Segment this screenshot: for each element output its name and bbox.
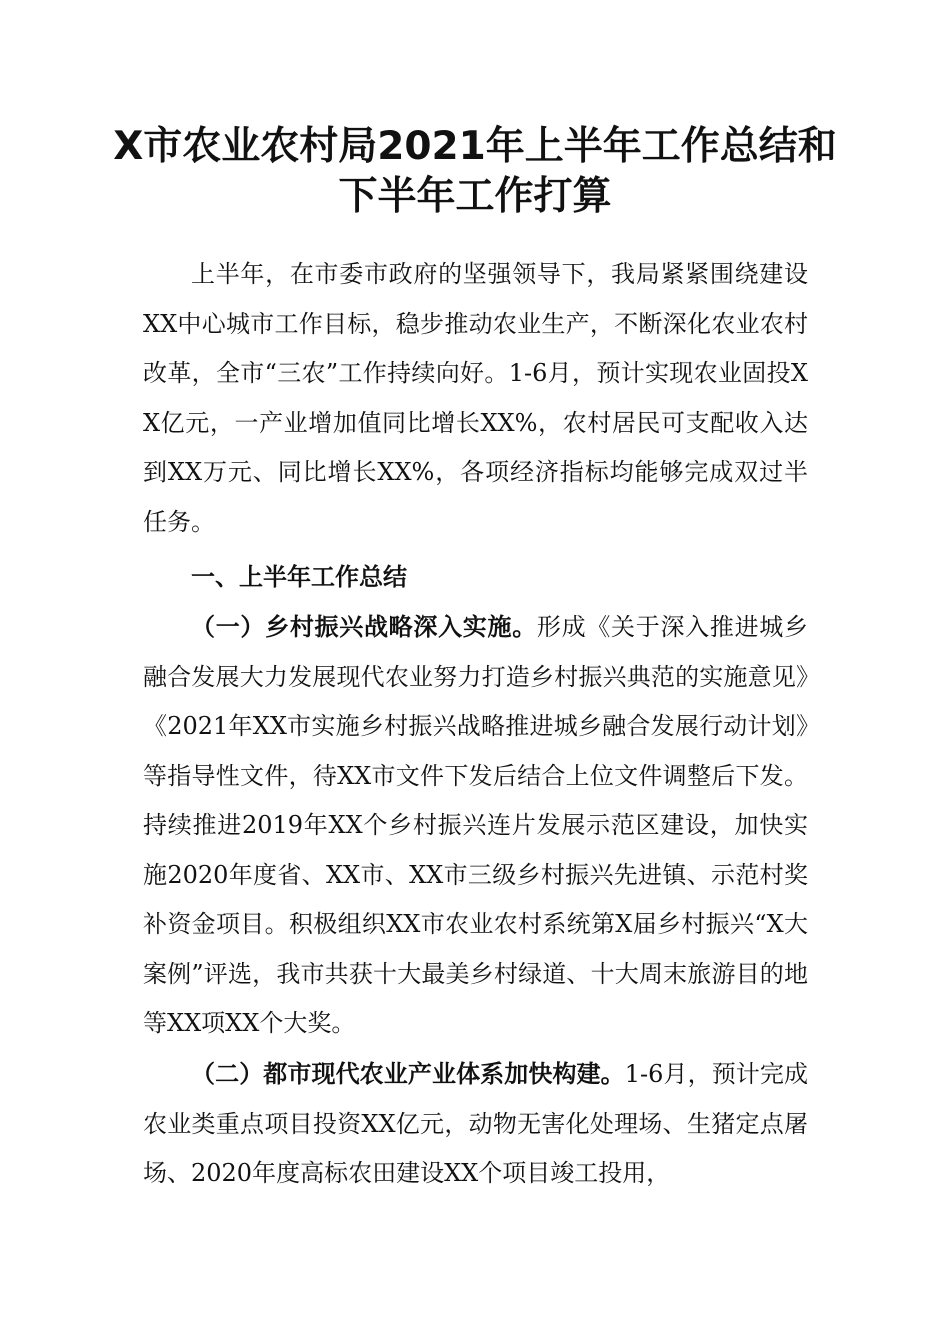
item-1-body: 形成《关于深入推进城乡融合发展大力发展现代农业努力打造乡村振兴典范的实施意见》《2021年XX市实施乡村振兴战略推进城乡融合发展行动计划》等指导性文件，待XX市文件下发后结合上位文件调整后下发。持续推进2019年XX个乡村振兴连片发展示范区建设，加快实施2020年度省、XX市、XX市三级乡村振兴先进镇、示范村奖补资金项目。积极组织XX市农业农村系统第X届乡村振兴“X大案例”评选，我市共获十大最美乡村绿道、十大周末旅游目的地等XX项XX个大奖。 <box>143 613 809 1037</box>
item-1-lead: （一）乡村振兴战略深入实施。 <box>191 613 537 641</box>
section-heading-first-half-summary: 一、上半年工作总结 <box>191 563 407 591</box>
title-line-2: 下半年工作打算 <box>338 174 612 219</box>
item-2-paragraph <box>143 1050 808 1199</box>
title-line-1: X市农业农村局2021年上半年工作总结和 <box>113 124 837 169</box>
document-title <box>100 122 850 222</box>
intro-paragraph: 上半年，在市委市政府的坚强领导下，我局紧紧围绕建设XX中心城市工作目标，稳步推动农业生产，不断深化农业农村改革，全市“三农”工作持续向好。1-6月，预计实现农业固投XX亿元，一产业增加值同比增长XX%，农村居民可支配收入达到XX万元、同比增长XX%，各项经济指标均能够完成双过半任务。 <box>143 260 808 536</box>
item-2-body: 1-6月，预计完成农业类重点项目投资XX亿元，动物无害化处理场、生猪定点屠场、2020年度高标农田建设XX个项目竣工投用， <box>143 1060 808 1187</box>
item-2-lead: （二）都市现代农业产业体系加快构建。 <box>191 1060 625 1088</box>
item-1-paragraph <box>143 603 808 1049</box>
